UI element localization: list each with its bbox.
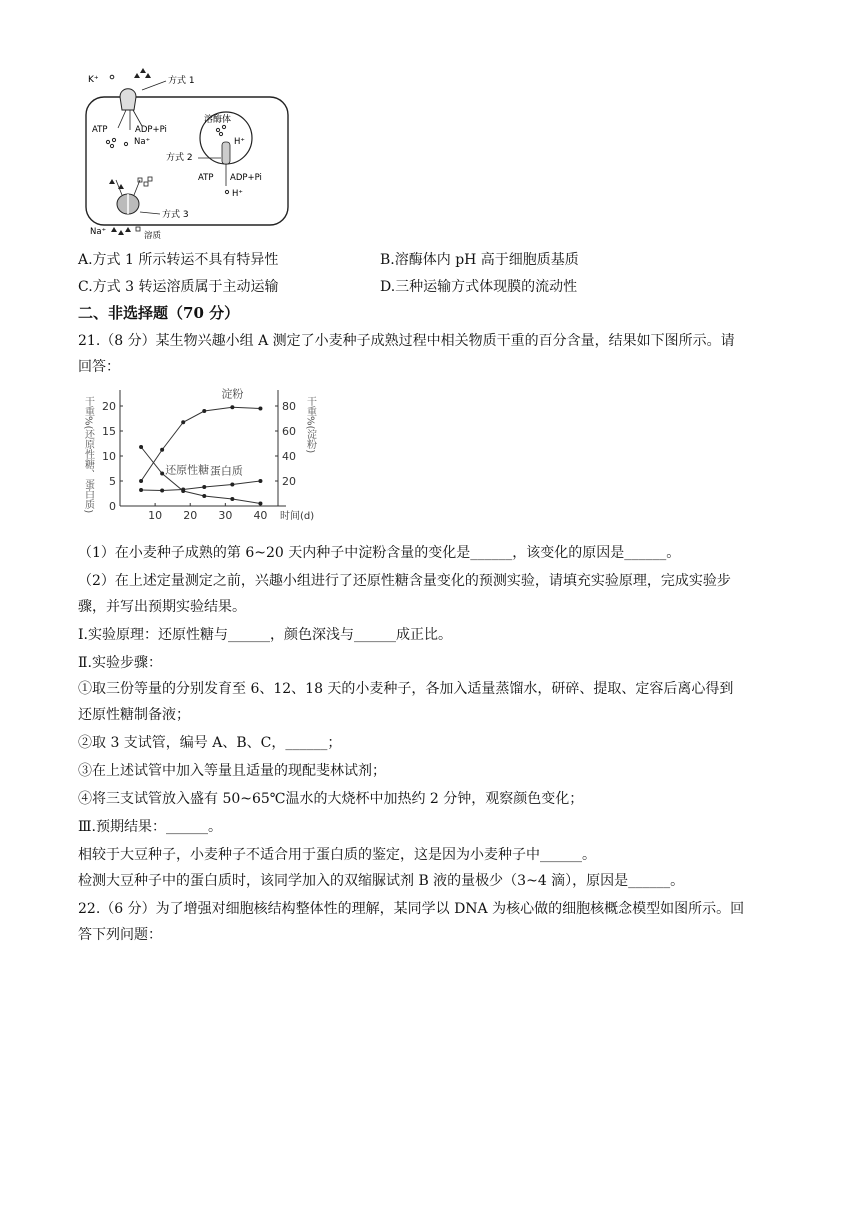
atp-left-label: ATP: [92, 125, 108, 135]
mode1-carrier: [120, 89, 136, 110]
data-point: [230, 497, 234, 501]
series-label: 蛋白质: [209, 464, 243, 478]
y-right-tick-label: 20: [282, 475, 296, 488]
mode1-label: 方式 1: [168, 76, 195, 86]
y-left-tick-label: 15: [102, 425, 116, 438]
y-right-tick-label: 80: [282, 400, 296, 413]
q21-sub2-2: 骤，并写出预期实验结果。: [78, 599, 246, 615]
y-left-tick-label: 0: [109, 500, 116, 513]
solute-triangle: [134, 73, 140, 78]
q21-sub1: （1）在小麦种子成熟的第 6~20 天内种子中淀粉含量的变化是______，该变化的原因是______。: [78, 545, 681, 561]
solute-label: 溶质: [144, 231, 162, 241]
lysosome-label: 溶酶体: [204, 115, 232, 125]
transport-diagram: [78, 64, 294, 242]
x-tick-label: 40: [253, 509, 268, 522]
mode2-label: 方式 2: [166, 153, 193, 163]
q21-intro-1: 21.（8 分）某生物兴趣小组 A 测定了小麦种子成熟过程中相关物质干重的百分含量，结果如下图所示。请: [78, 333, 735, 349]
q21-principle: I.实验原理：还原性糖与______，颜色深浅与______成正比。: [78, 627, 452, 643]
q21-step1-2: 还原性糖制备液；: [78, 707, 190, 723]
data-point: [181, 488, 185, 492]
data-point: [160, 448, 164, 452]
x-axis-title: 时间(d): [280, 511, 315, 522]
y-left-tick-label: 20: [102, 400, 116, 413]
k-label: K⁺: [88, 75, 99, 85]
y-left-tick-label: 10: [102, 450, 116, 463]
x-tick-label: 10: [148, 509, 163, 522]
y-left-tick-label: 5: [109, 475, 116, 488]
mode3-label: 方式 3: [162, 210, 189, 220]
data-point: [258, 407, 262, 411]
data-point: [258, 479, 262, 483]
option-a: A.方式 1 所示转运不具有特异性: [78, 252, 279, 268]
q21-step3: ③在上述试管中加入等量且适量的现配斐林试剂；: [78, 763, 386, 779]
na-in-label: Na⁺: [134, 137, 151, 147]
series-label: 淀粉: [221, 387, 244, 401]
data-point: [202, 494, 206, 498]
chart-axes: [102, 390, 314, 522]
data-point: [139, 479, 143, 483]
h-in-label: H⁺: [234, 137, 245, 147]
series-line-2: [141, 481, 260, 491]
x-tick-label: 20: [183, 509, 198, 522]
q21-intro-2: 回答：: [78, 359, 120, 375]
q21-sub2-1: （2）在上述定量测定之前，兴趣小组进行了还原性糖含量变化的预测实验，请填充实验原理，完成实验步: [78, 573, 731, 589]
q22-intro-2: 答下列问题：: [78, 927, 162, 943]
data-point: [160, 489, 164, 493]
chart-series: [139, 405, 262, 505]
data-point: [160, 472, 164, 476]
q21-step1-1: ①取三份等量的分别发育至 6、12、18 天的小麦种子，各加入适量蒸馏水，研碎、提取、定容后离心得到: [78, 681, 734, 697]
q21-result: Ⅲ.预期结果：______。: [78, 819, 222, 835]
option-b: B.溶酶体内 pH 高于细胞质基质: [380, 252, 579, 268]
q21-compare: 相较于大豆种子，小麦种子不适合用于蛋白质的鉴定，这是因为小麦种子中______。: [78, 847, 596, 863]
series-label: 还原性糖: [165, 463, 210, 477]
data-point: [181, 420, 185, 424]
data-point: [230, 405, 234, 409]
x-tick-label: 30: [218, 509, 233, 522]
atp-right-label: ATP: [198, 173, 214, 183]
q21-detect: 检测大豆种子中的蛋白质时，该同学加入的双缩脲试剂 B 液的量极少（3~4 滴），原因是______。: [78, 873, 685, 889]
y-left-axis-title: 干重%(还原性糖、蛋白质): [82, 396, 94, 514]
data-point: [230, 483, 234, 487]
y-right-tick-label: 40: [282, 450, 296, 463]
q22-intro-1: 22.（6 分）为了增强对细胞核结构整体性的理解，某同学以 DNA 为核心做的细胞核概念模型如图所示。回: [78, 901, 745, 917]
option-c: C.方式 3 转运溶质属于主动运输: [78, 279, 279, 295]
data-point: [139, 488, 143, 492]
adp-left-label: ADP+Pi: [135, 125, 167, 135]
option-d: D.三种运输方式体现膜的流动性: [380, 279, 578, 295]
q21-step4: ④将三支试管放入盛有 50~65℃温水的大烧杯中加热约 2 分钟，观察颜色变化；: [78, 791, 584, 807]
data-point: [202, 409, 206, 413]
data-point: [202, 485, 206, 489]
section-title: 二、非选择题（70 分）: [78, 304, 240, 322]
mode2-pump: [222, 142, 230, 164]
data-point: [258, 502, 262, 506]
na-out-label: Na⁺: [90, 227, 107, 237]
h-out-label: H⁺: [232, 189, 243, 199]
adp-right-label: ADP+Pi: [230, 173, 262, 183]
data-point: [139, 445, 143, 449]
y-right-tick-label: 60: [282, 425, 296, 438]
q21-steps-title: Ⅱ.实验步骤：: [78, 655, 162, 671]
q21-step2: ②取 3 支试管，编号 A、B、C，______；: [78, 735, 342, 751]
k-ion-dot: [110, 75, 114, 79]
dry-weight-chart: [78, 380, 328, 540]
y-right-axis-title: 干重%(淀粉): [304, 396, 316, 454]
chart-series-labels: [165, 386, 243, 477]
